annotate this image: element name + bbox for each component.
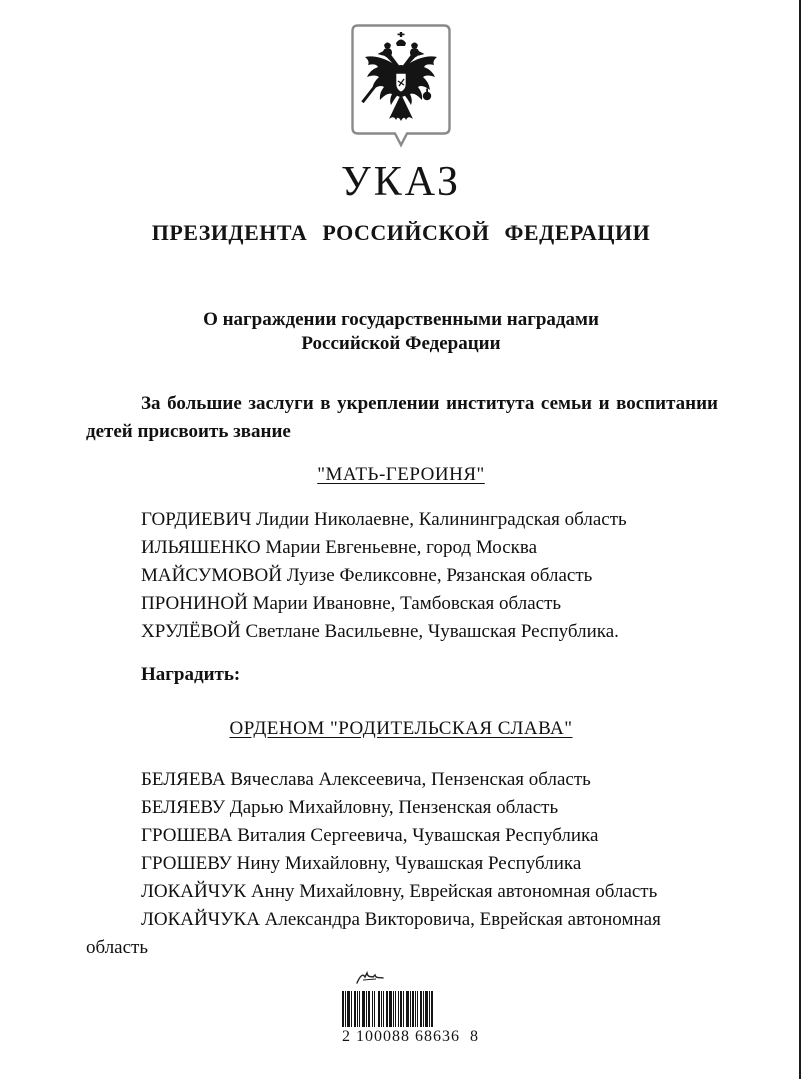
recipient-list-mother-heroine: [86, 506, 718, 646]
decree-subject: [86, 308, 716, 356]
recipient-entry: МАЙСУМОВОЙ Луизе Феликсовне, Рязанская область: [141, 565, 593, 586]
recipient-entry: БЕЛЯЕВА Вячеслава Алексеевича, Пензенская область: [141, 769, 591, 790]
award-action-label: Наградить:: [141, 664, 241, 685]
decree-subject-line1: О награждении государственными наградами: [203, 309, 599, 330]
recipient-entry: ГРОШЕВУ Нину Михайловну, Чувашская Республика: [141, 853, 582, 874]
barcode-digits: 2 100088 68636 8: [342, 1028, 479, 1045]
decree-title: УКАЗ: [340, 159, 462, 205]
recipient-entry: ГРОШЕВА Виталия Сергеевича, Чувашская Республика: [141, 825, 599, 846]
recipient-entry: ХРУЛЁВОЙ Светлане Васильевне, Чувашская Республика.: [141, 621, 619, 642]
decree-preamble: За большие заслуги в укреплении института семьи и воспитании детей присвоить звание: [86, 393, 718, 442]
recipient-entry: ПРОНИНОЙ Марии Ивановне, Тамбовская область: [141, 593, 562, 614]
award-title-mother-heroine: "МАТЬ-ГЕРОИНЯ": [317, 464, 485, 485]
barcode-bars: [342, 991, 474, 1027]
award-title-parental-glory-order: ОРДЕНОМ "РОДИТЕЛЬСКАЯ СЛАВА": [229, 718, 573, 739]
recipient-entry: ИЛЬЯШЕНКО Марии Евгеньевне, город Москва: [141, 537, 538, 558]
recipient-entry: ЛОКАЙЧУК Анну Михайловну, Еврейская автономная область: [141, 881, 658, 902]
recipient-entry: ЛОКАЙЧУКА Александра Викторовича, Еврейская автономная область: [86, 909, 661, 958]
handwritten-mark-icon: [354, 970, 390, 986]
decree-subject-line2: Российской Федерации: [301, 333, 501, 354]
russian-coat-of-arms-icon: [351, 24, 451, 148]
decree-subtitle: ПРЕЗИДЕНТА РОССИЙСКОЙ ФЕДЕРАЦИИ: [151, 220, 651, 245]
registration-barcode: [342, 970, 479, 1046]
recipient-list-parental-glory: [86, 766, 718, 962]
recipient-entry: БЕЛЯЕВУ Дарью Михайловну, Пензенская область: [141, 797, 559, 818]
recipient-entry: ГОРДИЕВИЧ Лидии Николаевне, Калининградская область: [141, 509, 627, 530]
